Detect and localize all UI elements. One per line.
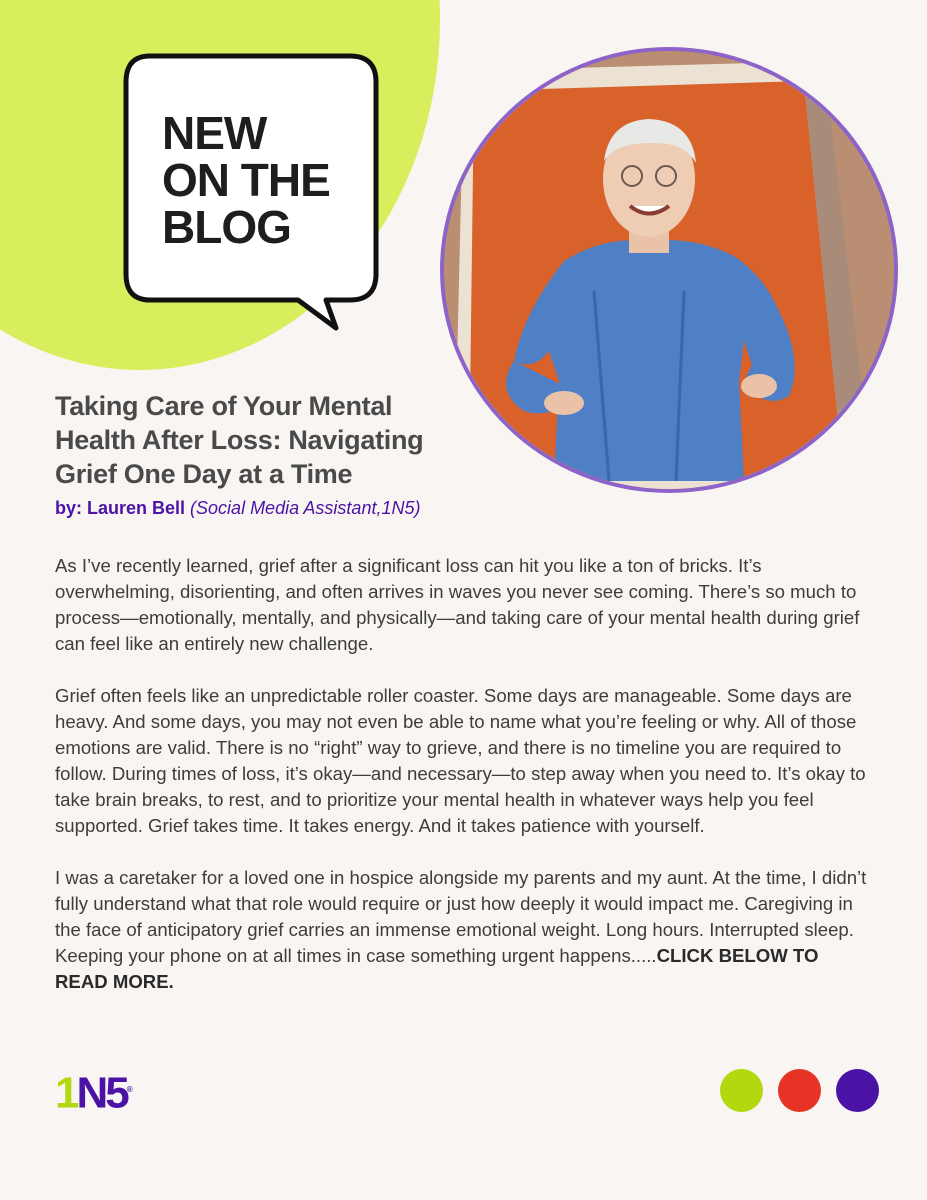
article-title: Taking Care of Your Mental Health After Loss: Navigating Grief One Day at a Time (55, 391, 424, 489)
logo-letter-n: N (76, 1068, 106, 1118)
author-role: (Social Media Assistant,1N5) (190, 498, 421, 518)
bubble-line: BLOG (162, 201, 291, 253)
purple-dot (836, 1069, 879, 1112)
paragraph: Grief often feels like an unpredictable roller coaster. Some days are manageable. Some days are heavy. And some days, you may not even be able to name what you’re feeling or why. All of those emotions are valid. There is no “right” way to grieve, and there is no timeline you are required to follow. During times of loss, it’s okay—and necessary—to step away when you need to. It’s okay to take brain breaks, to rest, and to prioritize your mental health in whatever ways help you feel supported. Grief takes time. It takes energy. And it takes patience with yourself. (55, 685, 866, 836)
green-dot (720, 1069, 763, 1112)
read-more-link[interactable]: CLICK BELOW TO READ MORE. (55, 945, 819, 992)
byline (55, 498, 420, 519)
red-dot (778, 1069, 821, 1112)
logo-digit-1: 1 (55, 1068, 77, 1118)
1n5-logo (55, 1068, 133, 1116)
new-on-the-blog-speech-bubble (118, 46, 388, 336)
author-name: by: Lauren Bell (55, 498, 186, 518)
paragraph-with-cta (55, 865, 875, 995)
bubble-heading (162, 107, 330, 253)
author-photo (440, 47, 898, 493)
paragraph: As I’ve recently learned, grief after a significant loss can hit you like a ton of bricks. It’s overwhelming, disorienting, and often arrives in waves you never see coming. There’s so much to process—emotionally, mentally, and physically—and taking care of your mental health during grief can feel like an entirely new challenge. (55, 555, 860, 654)
article-body (55, 553, 875, 1021)
registered-mark: ® (126, 1085, 133, 1094)
bubble-line: NEW (162, 107, 267, 159)
logo-digit-5: 5 (105, 1068, 127, 1118)
paragraph: I was a caretaker for a loved one in hospice alongside my parents and my aunt. At the time, I didn’t fully understand what that role would require or just how deeply it would impact me. Caregiving in the face of anticipatory grief carries an immense emotional weight. Long hours. Interrupted sleep. Keeping your phone on at all times in case something urgent happens..... (55, 867, 867, 966)
smiling-woman-photo-image (444, 51, 894, 489)
bubble-line: ON THE (162, 154, 330, 206)
